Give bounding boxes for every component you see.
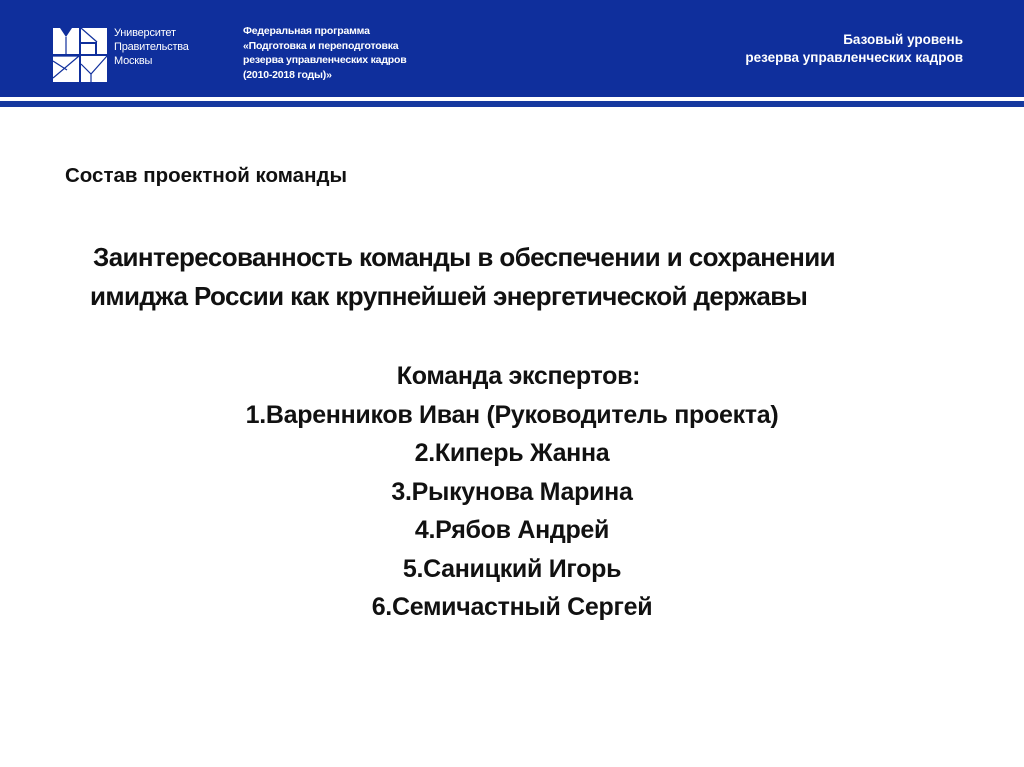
statement-line: имиджа России как крупнейшей энергетической державы bbox=[90, 281, 808, 311]
level-label bbox=[745, 31, 963, 67]
team-statement bbox=[90, 238, 970, 316]
team-member: 3.Рыкунова Марина bbox=[391, 477, 633, 506]
program-name-line: резерва управленческих кадров bbox=[243, 54, 407, 66]
program-name-line: (2010-2018 годы)» bbox=[243, 68, 332, 81]
statement-line: Заинтересованность команды в обеспечении и сохранении bbox=[93, 242, 836, 272]
team-member: 5.Саницкий Игорь bbox=[402, 554, 622, 583]
header-band bbox=[0, 0, 1024, 97]
team-member: 4.Рябов Андрей bbox=[414, 516, 610, 544]
level-label-line: резерва управленческих кадров bbox=[745, 50, 963, 65]
team-member: 1.Варенников Иван (Руководитель проекта) bbox=[245, 400, 779, 429]
university-name-line: Правительства bbox=[114, 41, 189, 53]
level-label-line: Базовый уровень bbox=[843, 32, 963, 47]
university-name bbox=[114, 26, 189, 68]
university-name-line: Университет bbox=[114, 27, 176, 39]
team-member: 6.Семичастный Сергей bbox=[371, 593, 653, 621]
team-member: 2.Киперь Жанна bbox=[414, 439, 610, 467]
program-name bbox=[243, 24, 406, 82]
expert-team bbox=[0, 357, 1024, 627]
university-logo-icon bbox=[53, 28, 107, 82]
header-divider-stripe bbox=[0, 101, 1024, 107]
program-name-line: «Подготовка и переподготовка bbox=[243, 39, 399, 52]
slide-title: Состав проектной команды bbox=[65, 164, 347, 187]
team-heading: Команда экспертов: bbox=[396, 362, 641, 390]
program-name-line: Федеральная программа bbox=[243, 25, 370, 37]
university-name-line: Москвы bbox=[114, 55, 153, 67]
